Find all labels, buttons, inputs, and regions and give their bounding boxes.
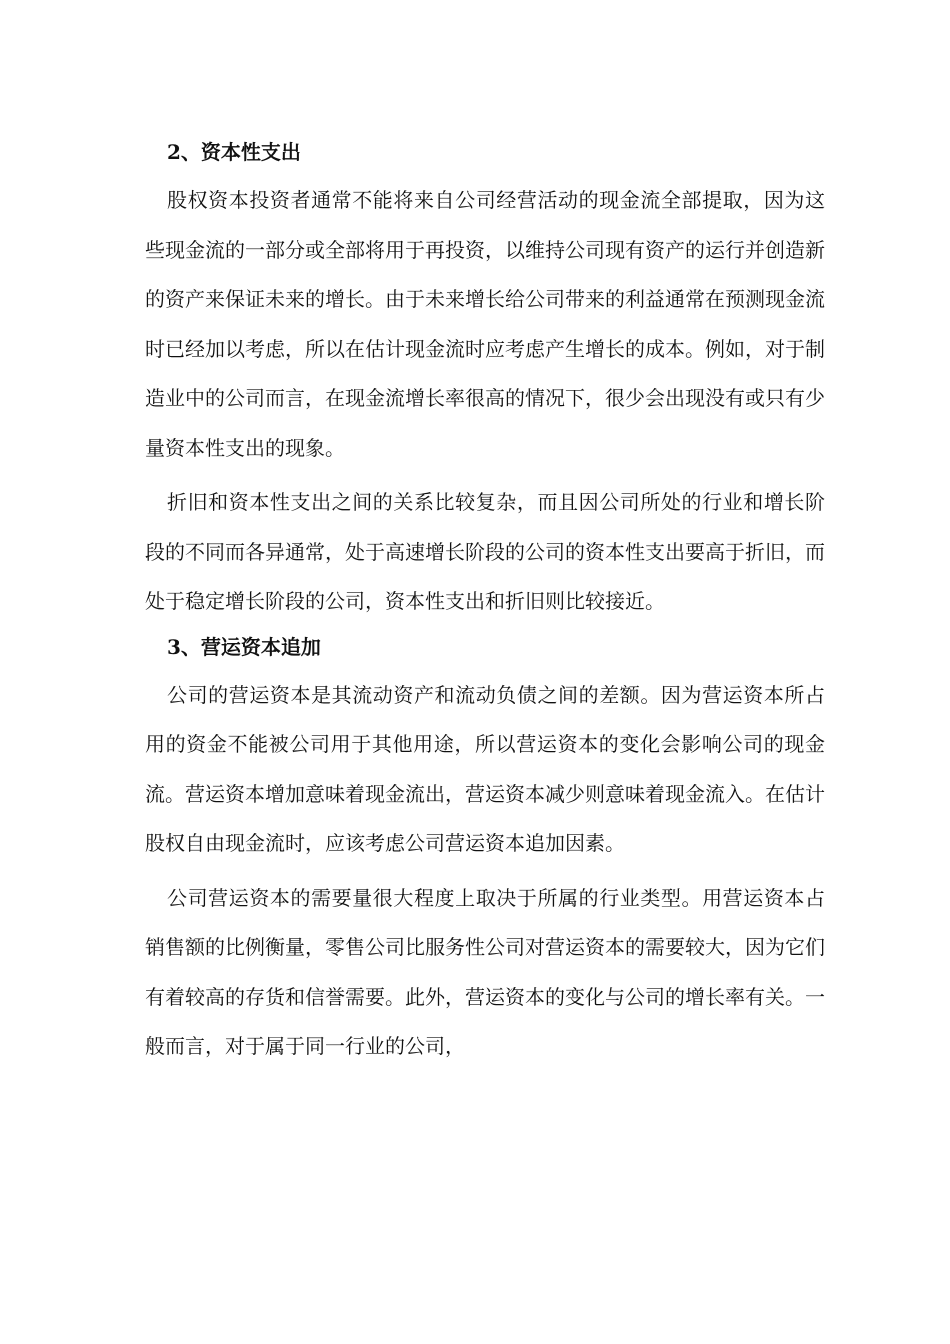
paragraph: 公司的营运资本是其流动资产和流动负债之间的差额。因为营运资本所占用的资金不能被公司用于其他用途，所以营运资本的变化会影响公司的现金流。营运资本增加意味着现金流出，营运资本减少则意味着现金流入。在估计股权自由现金流时，应该考虑公司营运资本追加因素。 xyxy=(145,682,825,855)
paragraph: 股权资本投资者通常不能将来自公司经营活动的现金流全部提取，因为这些现金流的一部分或全部将用于再投资，以维持公司现有资产的运行并创造新的资产来保证未来的增长。由于未来增长给公司带来的利益通常在预测现金流时已经加以考虑，所以在估计现金流时应考虑产生增长的成本。例如，对于制造业中的公司而言，在现金流增长率很高的情况下，很少会出现没有或只有少量资本性支出的现象。 xyxy=(145,188,825,460)
section-heading: 2、资本性支出 xyxy=(167,140,301,164)
section-capital-expenditure xyxy=(145,132,825,627)
section-working-capital xyxy=(145,627,825,1072)
paragraph: 折旧和资本性支出之间的关系比较复杂，而且因公司所处的行业和增长阶段的不同而各异通常，处于高速增长阶段的公司的资本性支出要高于折旧，而处于稳定增长阶段的公司，资本性支出和折旧则比较接近。 xyxy=(145,490,825,613)
paragraph: 公司营运资本的需要量很大程度上取决于所属的行业类型。用营运资本占销售额的比例衡量，零售公司比服务性公司对营运资本的需要较大，因为它们有着较高的存货和信誉需要。此外，营运资本的变化与公司的增长率有关。一般而言，对于属于同一行业的公司， xyxy=(145,885,825,1058)
section-heading: 3、营运资本追加 xyxy=(167,634,321,659)
document-page xyxy=(145,132,825,1072)
